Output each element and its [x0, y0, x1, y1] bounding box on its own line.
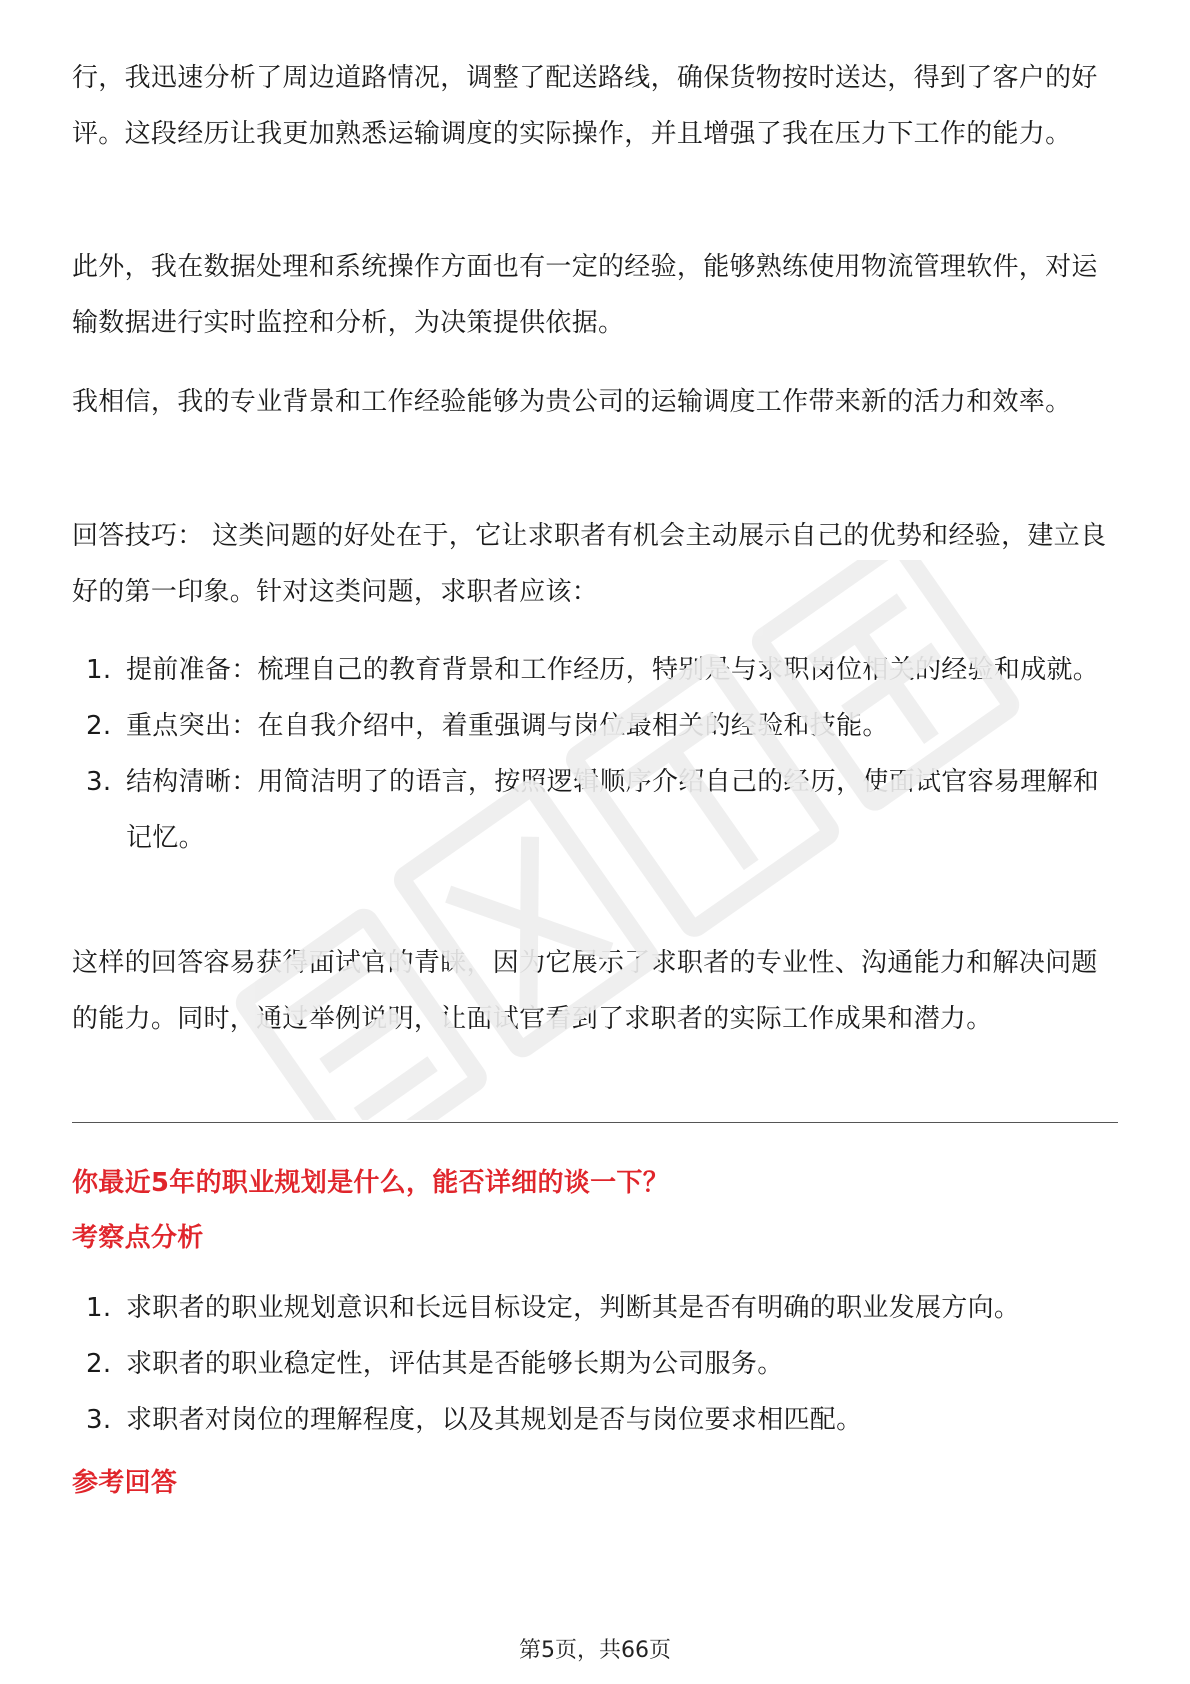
list-item: [72, 1392, 1118, 1448]
paragraph-experience: 行，我迅速分析了周边道路情况，调整了配送路线，确保货物按时送达，得到了客户的好评。这段经历让我更加熟悉运输调度的实际操作，并且增强了我在压力下工作的能力。: [72, 63, 1098, 149]
list-item: [72, 754, 1118, 866]
list-item-text: 重点突出：在自我介绍中，着重强调与岗位最相关的经验和技能。: [126, 711, 889, 741]
list-item-text: 求职者对岗位的理解程度，以及其规划是否与岗位要求相匹配。: [126, 1405, 863, 1435]
list-item-text: 结构清晰：用简洁明了的语言，按照逻辑顺序介绍自己的经历，使面试官容易理解和记忆。: [126, 767, 1100, 853]
analysis-heading: 考察点分析: [72, 1223, 204, 1253]
list-item-text: 求职者的职业稳定性，评估其是否能够长期为公司服务。: [126, 1349, 784, 1379]
paragraph-data-skills: 此外，我在数据处理和系统操作方面也有一定的经验，能够熟练使用物流管理软件，对运输数据进行实时监控和分析，为决策提供依据。: [72, 252, 1098, 338]
analysis-list: [72, 1280, 1118, 1448]
section-divider: [72, 1122, 1118, 1123]
paragraph-closing: 这样的回答容易获得面试官的青睐，因为它展示了求职者的专业性、沟通能力和解决问题的能力。同时，通过举例说明，让面试官看到了求职者的实际工作成果和潜力。: [72, 948, 1098, 1034]
list-item-text: 求职者的职业规划意识和长远目标设定，判断其是否有明确的职业发展方向。: [126, 1293, 1021, 1323]
list-item: [72, 1280, 1118, 1336]
question-heading: 你最近5年的职业规划是什么，能否详细的谈一下？: [72, 1168, 669, 1198]
list-item-number: 3.: [86, 767, 112, 797]
list-item-number: 2.: [86, 711, 112, 741]
list-item-number: 1.: [86, 1293, 112, 1323]
list-item-number: 3.: [86, 1405, 112, 1435]
paragraph-answer-tips: 回答技巧： 这类问题的好处在于，它让求职者有机会主动展示自己的优势和经验，建立良好的第一印象。针对这类问题，求职者应该：: [72, 521, 1107, 607]
page-footer: 第5页，共66页: [519, 1638, 671, 1663]
list-item: [72, 698, 1118, 754]
paragraph-belief: 我相信，我的专业背景和工作经验能够为贵公司的运输调度工作带来新的活力和效率。: [72, 387, 1072, 417]
list-item-number: 2.: [86, 1349, 112, 1379]
list-item-number: 1.: [86, 655, 112, 685]
list-item: [72, 1336, 1118, 1392]
list-item-text: 提前准备：梳理自己的教育背景和工作经历，特别是与求职岗位相关的经验和成就。: [126, 655, 1100, 685]
reference-heading: 参考回答: [72, 1468, 178, 1498]
tips-list: [72, 642, 1118, 866]
list-item: [72, 642, 1118, 698]
